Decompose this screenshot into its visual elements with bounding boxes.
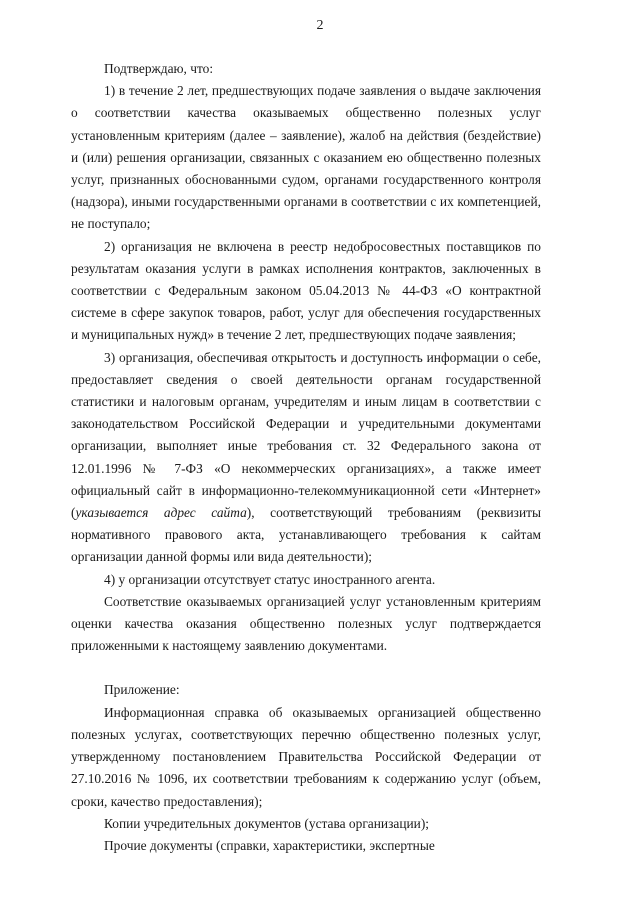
confirmation-item-4: 4) у организации отсутствует статус иностранного агента. (104, 571, 436, 587)
confirmation-item-1: 1) в течение 2 лет, предшествующих подаче заявления о выдаче заключения о соответствии качества оказываемых общественно полезных услуг установленным критериям (далее – заявление), жалоб на действия (бездействие) и (или) решения организации, связанных с оказанием ею общественно полезных услуг, признанных обоснованными судом, органами государственного контроля (надзора), иными государственными органами в соответствии с их компетенцией, не поступало; (71, 83, 541, 232)
confirmation-item-2: 2) организация не включена в реестр недобросовестных поставщиков по результатам оказания услуги в рамках исполнения контрактов, заключенных в соответствии с Федеральным законом 05.04.2013 № 44-ФЗ «О контрактной системе в сфере закупок товаров, работ, услуг для обеспечения государственных и муниципальных нужд» в течение 2 лет, предшествующих подаче заявления; (71, 238, 541, 343)
conclusion-paragraph: Соответствие оказываемых организацией услуг установленным критериям оценки качества оказания общественно полезных услуг подтверждается приложенными к настоящему заявлению документами. (71, 593, 541, 654)
confirmation-item-3 (71, 347, 541, 569)
document-body (71, 58, 541, 857)
item-3-text-start: 3) организация, обеспечивая открытость и доступность информации о себе, предоставляет сведения о своей деятельности органам государственной статистики и налоговым органам, учредителям и иным лицам в соответствии с законодательством Российской Федерации и учредительными документами организации, выполняет иные требования ст. 32 Федерального закона от 12.01.1996 № 7-ФЗ «О некоммерческих организациях», а также имеет официальный сайт в информационно-телекоммуникационной сети «Интернет» ( (71, 349, 541, 521)
item-3-text-end: ), соответствующий требованиям (реквизиты нормативного правового акта, устанавливающего требования к сайтам организации данной формы или вида деятельности); (71, 505, 541, 565)
appendix-item-1: Информационная справка об оказываемых организацией общественно полезных услугах, соответствующих перечню общественно полезных услуг, утвержденному постановлением Правительства Российской Федерации от 27.10.2016 № 1096, их соответствии требованиям к содержанию услуг (объем, сроки, качество предоставления); (71, 704, 541, 809)
item-3-site-placeholder: указывается адрес сайта (75, 505, 247, 521)
appendix-title: Приложение: (104, 682, 180, 698)
intro-line: Подтверждаю, что: (104, 61, 214, 76)
appendix-item-3: Прочие документы (справки, характеристики, экспертные (104, 837, 435, 853)
appendix-item-2: Копии учредительных документов (устава организации); (104, 815, 429, 831)
page-number: 2 (316, 18, 324, 33)
